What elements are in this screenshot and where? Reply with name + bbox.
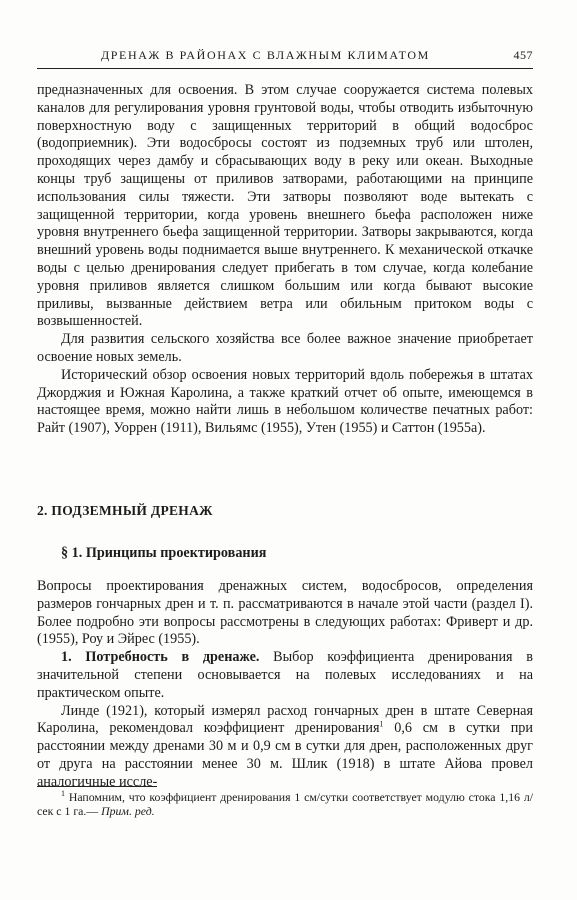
paragraph-design-questions: Вопросы проектирования дренажных систем, водосбросов, определения размеров гончарных дрен и т. п. рассматриваются в начале этой части (раздел I). Более подробно эти вопросы рассмотрены в следующих работах: Фриверт и др. (1955), Роу и Эйрес (1955).	[37, 578, 533, 648]
text-block-bottom	[37, 578, 533, 792]
running-header	[37, 46, 533, 69]
page-number: 457	[513, 48, 533, 62]
paragraph-linde-a: Линде (1921), который измерял расход гончарных дрен в штате Северная Каролина, рекомендовал коэффициент дренирования	[37, 702, 533, 737]
footnote-ref: 1	[379, 719, 384, 729]
paragraph-linde-b: 0,6 см в сутки при расстоянии между дренами 30 м и 0,9 см в сутки для дрен, расположенных друг от друга на расстоянии менее 30 м. Шлик (1918) в штате Айова провел аналогичные иссле-	[37, 720, 533, 790]
footnote-text: Напомним, что коэффициент дренирования 1 см/сутки соответствует модулю стока 1,16 л/сек с 1 га.—	[37, 790, 533, 818]
running-title: ДРЕНАЖ В РАЙОНАХ С ВЛАЖНЫМ КЛИМАТОМ	[101, 48, 430, 62]
paragraph-new-lands: Для развития сельского хозяйства все более важное значение приобретает освоение новых земель.	[37, 331, 533, 365]
footnote	[37, 790, 533, 818]
paragraph-drainage-need	[37, 649, 533, 702]
paragraph-linde	[37, 703, 533, 792]
section-heading: 2. ПОДЗЕМНЫЙ ДРЕНАЖ	[37, 503, 213, 518]
footnote-editor-note: Прим. ред.	[101, 804, 155, 818]
runin-heading: 1. Потребность в дренаже.	[61, 649, 260, 666]
paragraph-continuation: предназначенных для освоения. В этом случае сооружается система полевых каналов для регулирования уровня грунтовой воды, чтобы отводить избыточную поверхностную воду с защищенных территорий в общий водосброс (водоприемник). Эти водосбросы состоят из подземных труб или штолен, проходящих через дамбу и сбрасывающих воду в реку или океан. Выходные концы труб защищены от приливов затворами, работающими на принципе использования силы тяжести. Эти затворы позволяют воде вытекать с защищенной территории, когда уровень внешнего бьефа расположен ниже уровня внутреннего бьефа защищенной территории. Затворы закрываются, когда внешний уровень воды поднимается выше внутреннего. К механической откачке воды с целью дренирования следует прибегать в том случае, когда колебание уровня приливов является слишком большим или когда бывают высокие приливы, вызванные действием ветра или обильным притоком воды с возвышенностей.	[37, 82, 533, 330]
footnote-divider	[37, 786, 157, 787]
footnote-mark: 1	[61, 789, 65, 799]
text-block-top	[37, 82, 533, 438]
paragraph-drainage-need-text: Выбор коэффициента дренирования в значительной степени основывается на полевых исследованиях и на практическом опыте.	[37, 649, 533, 701]
subsection-heading: § 1. Принципы проектирования	[61, 545, 267, 561]
paragraph-historical-review: Исторический обзор освоения новых территорий вдоль побережья в штатах Джорджия и Южная Каролина, а также краткий отчет об опыте, имеющемся в настоящее время, можно найти лишь в небольшом количестве печатных работ: Райт (1907), Уоррен (1911), Вильямс (1955), Утен (1955) и Саттон (1955а).	[37, 366, 533, 437]
